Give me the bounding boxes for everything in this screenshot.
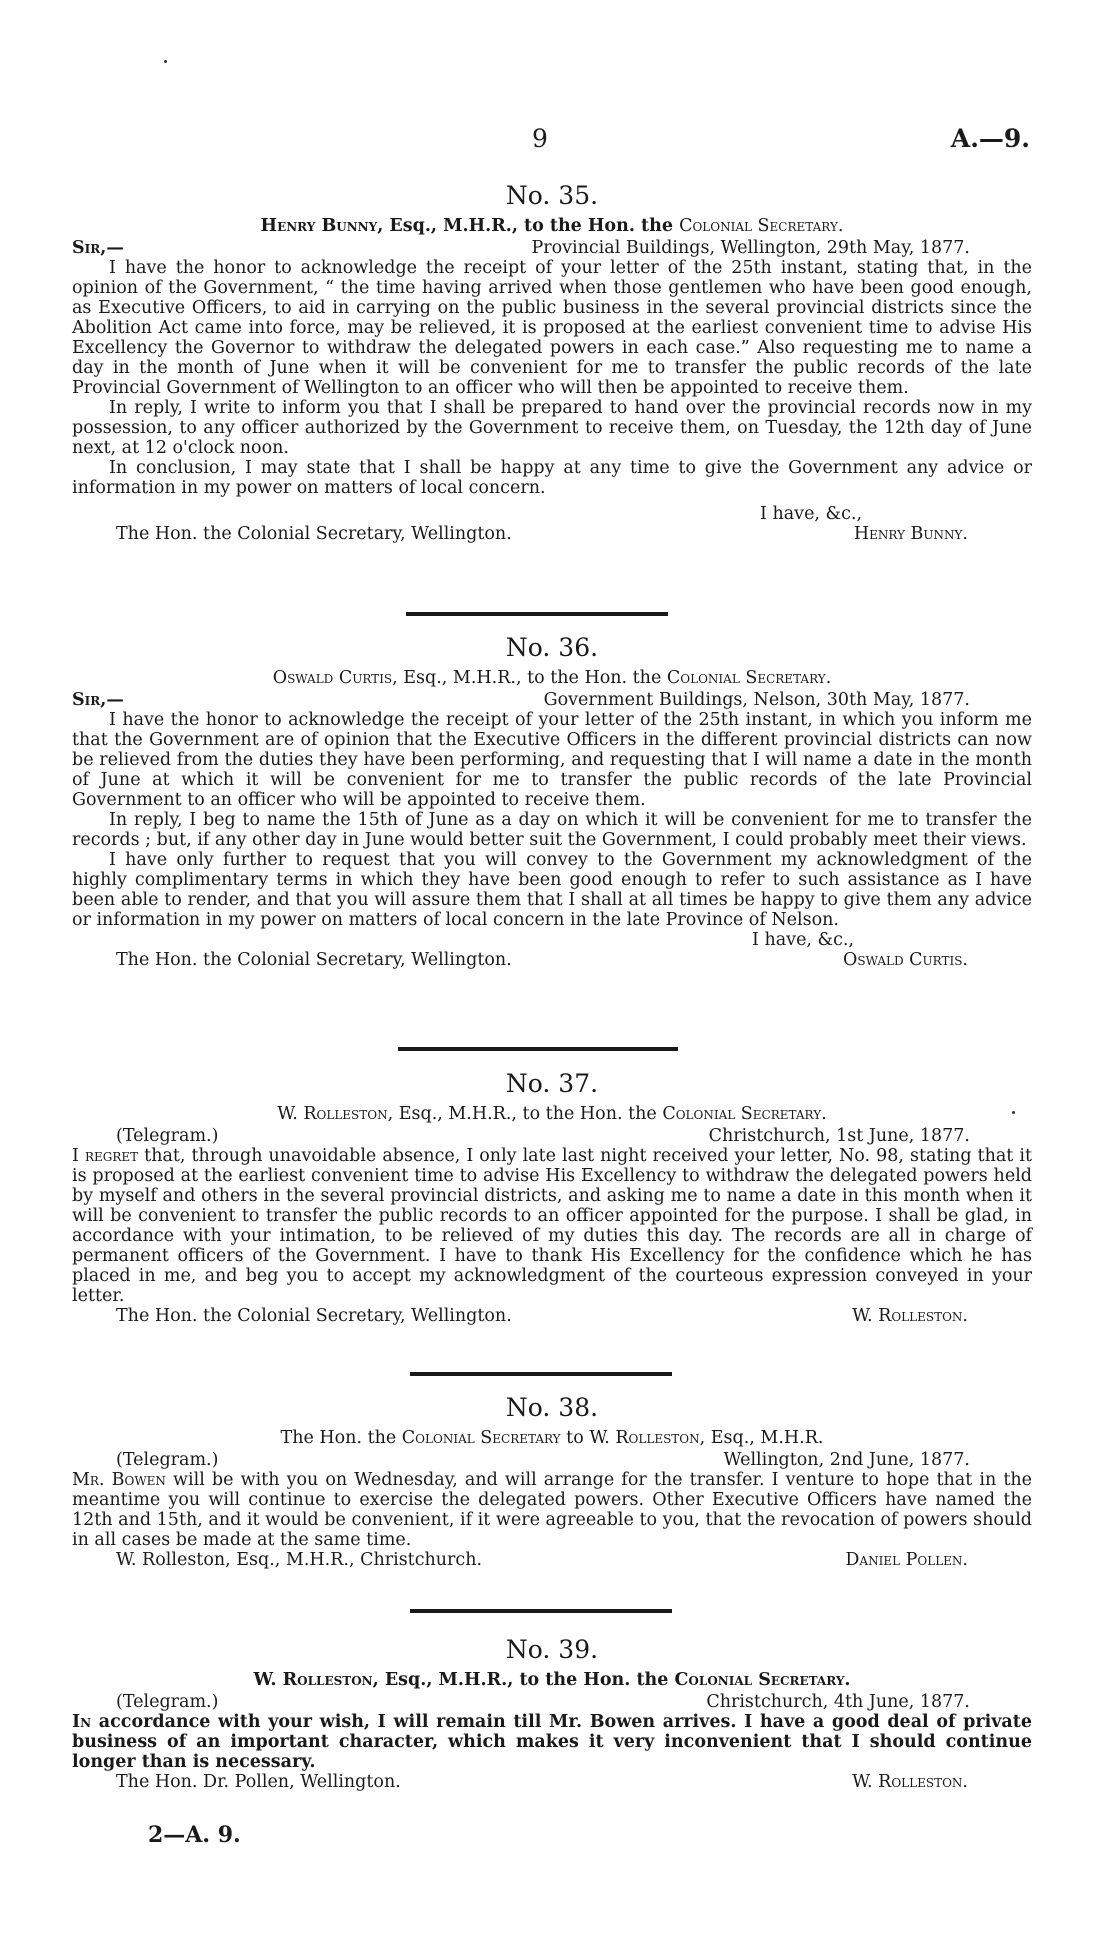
signature-line bbox=[72, 1550, 1032, 1570]
signature-line bbox=[72, 950, 1032, 970]
signature: Henry Bunny. bbox=[853, 524, 968, 544]
salutation: Sir,— bbox=[72, 690, 124, 710]
letter-heading: Henry Bunny, Esq., M.H.R., to the Hon. the Colonial Secretary. bbox=[260, 216, 844, 236]
letter-heading: W. Rolleston, Esq., M.H.R., to the Hon. the Colonial Secretary. bbox=[277, 1104, 827, 1124]
salutation-line bbox=[72, 238, 1032, 258]
separator-rule bbox=[406, 612, 668, 616]
addressee: The Hon. Dr. Pollen, Wellington. bbox=[116, 1772, 401, 1792]
separator-rule bbox=[410, 1609, 672, 1613]
letter-heading: Oswald Curtis, Esq., M.H.R., to the Hon. the Colonial Secretary. bbox=[272, 668, 832, 688]
place-date: Provincial Buildings, Wellington, 29th May, 1877. bbox=[531, 238, 970, 258]
telegram-label: (Telegram.) bbox=[116, 1126, 219, 1146]
page-footer: 2—A. 9. bbox=[148, 1822, 241, 1848]
telegram-label: (Telegram.) bbox=[116, 1692, 219, 1712]
letter-number: No. 36. bbox=[505, 633, 599, 662]
letter-number: No. 38. bbox=[505, 1393, 599, 1422]
letter-number: No. 35. bbox=[505, 181, 599, 210]
paragraph: I have the honor to acknowledge the receipt of your letter of the 25th instant, stating that, in the opinion of the Government, “ the time having arrived when those gentlemen who have been good enough, as Executive Officers, to aid in carrying on the public business in the several provincial districts since the Abolition Act came into force, may be relieved, it is proposed at the earliest convenient time to advise His Excellency the Governor to withdraw the delegated powers in each case.” Also requesting me to name a day in the month of June when it will be convenient for me to transfer the public records of the late Provincial Government of Wellington to an officer who will then be appointed to receive them. bbox=[72, 258, 1032, 398]
place-date: Government Buildings, Nelson, 30th May, 1877. bbox=[543, 690, 970, 710]
signature-line bbox=[72, 524, 1032, 544]
letter-heading: W. Rolleston, Esq., M.H.R., to the Hon. the Colonial Secretary. bbox=[253, 1670, 851, 1690]
addressee: The Hon. the Colonial Secretary, Wellington. bbox=[116, 950, 512, 970]
letter-35 bbox=[72, 180, 1032, 544]
paragraph: In conclusion, I may state that I shall be happy at any time to give the Government any advice or information in my power on matters of local concern. bbox=[72, 458, 1032, 498]
place-date: Christchurch, 1st June, 1877. bbox=[708, 1126, 970, 1146]
closing: I have, &c., bbox=[760, 504, 863, 524]
page-reference: A.—9. bbox=[950, 124, 1030, 153]
letter-heading: The Hon. the Colonial Secretary to W. Rolleston, Esq., M.H.R. bbox=[280, 1428, 824, 1448]
paragraph: I have the honor to acknowledge the receipt of your letter of the 25th instant, in which you inform me that the Government are of opinion that the Executive Officers in the different provincial districts can now be relieved from the duties they have been performing, and requesting that I will name a date in the month of June at which it will be convenient for me to transfer the public records of the late Provincial Government to an officer who will be appointed to receive them. bbox=[72, 710, 1032, 810]
speck-mark bbox=[164, 60, 167, 63]
paragraph: In reply, I beg to name the 15th of June as a day on which it will be convenient for me to transfer the records ; but, if any other day in June would better suit the Government, I could probably meet their views. bbox=[72, 810, 1032, 850]
salutation-line bbox=[72, 690, 1032, 710]
telegram-line bbox=[72, 1126, 1032, 1146]
letter-36 bbox=[72, 632, 1032, 970]
letter-number: No. 37. bbox=[505, 1069, 599, 1098]
telegram-label: (Telegram.) bbox=[116, 1450, 219, 1470]
paragraph: In accordance with your wish, I will remain till Mr. Bowen arrives. I have a good deal of private business of an important character, which makes it very inconvenient that I should continue longer than is necessary. bbox=[72, 1712, 1032, 1772]
signature-line bbox=[72, 1772, 1032, 1792]
closing: I have, &c., bbox=[752, 930, 855, 950]
addressee: The Hon. the Colonial Secretary, Wellington. bbox=[116, 1306, 512, 1326]
separator-rule bbox=[410, 1372, 672, 1376]
addressee: The Hon. the Colonial Secretary, Wellington. bbox=[116, 524, 512, 544]
paragraph: Mr. Bowen will be with you on Wednesday, and will arrange for the transfer. I venture to hope that in the meantime you will continue to exercise the delegated powers. Other Executive Officers have named the 12th and 15th, and it would be convenient, if it were agreeable to you, that the revocation of powers should in all cases be made at the same time. bbox=[72, 1470, 1032, 1550]
letter-39 bbox=[72, 1634, 1032, 1792]
letter-number: No. 39. bbox=[505, 1635, 599, 1664]
separator-rule bbox=[398, 1047, 678, 1051]
signature-line bbox=[72, 1306, 1032, 1326]
place-date: Wellington, 2nd June, 1877. bbox=[723, 1450, 970, 1470]
paragraph: I regret that, through unavoidable absence, I only late last night received your letter, No. 98, stating that it is proposed at the earliest convenient time to advise His Excellency to withdraw the delegated powers held by myself and others in the several provincial districts, and asking me to name a date in this month when it will be convenient to transfer the public records to an officer appointed for the purpose. I shall be glad, in accordance with your intimation, to be relieved of my duties this day. The records are all in charge of permanent officers of the Government. I have to thank His Excellency for the confidence which he has placed in me, and beg you to accept my acknowledgment of the courteous expression conveyed in your letter. bbox=[72, 1146, 1032, 1306]
signature: W. Rolleston. bbox=[852, 1306, 968, 1326]
letter-38 bbox=[72, 1392, 1032, 1570]
paragraph: In reply, I write to inform you that I shall be prepared to hand over the provincial records now in my possession, to any officer authorized by the Government to receive them, on Tuesday, the 12th day of June next, at 12 o'clock noon. bbox=[72, 398, 1032, 458]
paragraph: I have only further to request that you will convey to the Government my acknowledgment of the highly complimentary terms in which they have been good enough to refer to such assistance as I have been able to render, and that you will assure them that I shall at all times be happy to give them any advice or information in my power on matters of local concern in the late Province of Nelson. bbox=[72, 850, 1032, 930]
signature: W. Rolleston. bbox=[852, 1772, 968, 1792]
signature: Oswald Curtis. bbox=[843, 950, 968, 970]
signature: Daniel Pollen. bbox=[845, 1550, 968, 1570]
telegram-line bbox=[72, 1692, 1032, 1712]
salutation: Sir,— bbox=[72, 238, 124, 258]
place-date: Christchurch, 4th June, 1877. bbox=[706, 1692, 970, 1712]
addressee: W. Rolleston, Esq., M.H.R., Christchurch. bbox=[116, 1550, 483, 1570]
page-number: 9 bbox=[532, 124, 548, 153]
telegram-line bbox=[72, 1450, 1032, 1470]
letter-37 bbox=[72, 1068, 1032, 1326]
